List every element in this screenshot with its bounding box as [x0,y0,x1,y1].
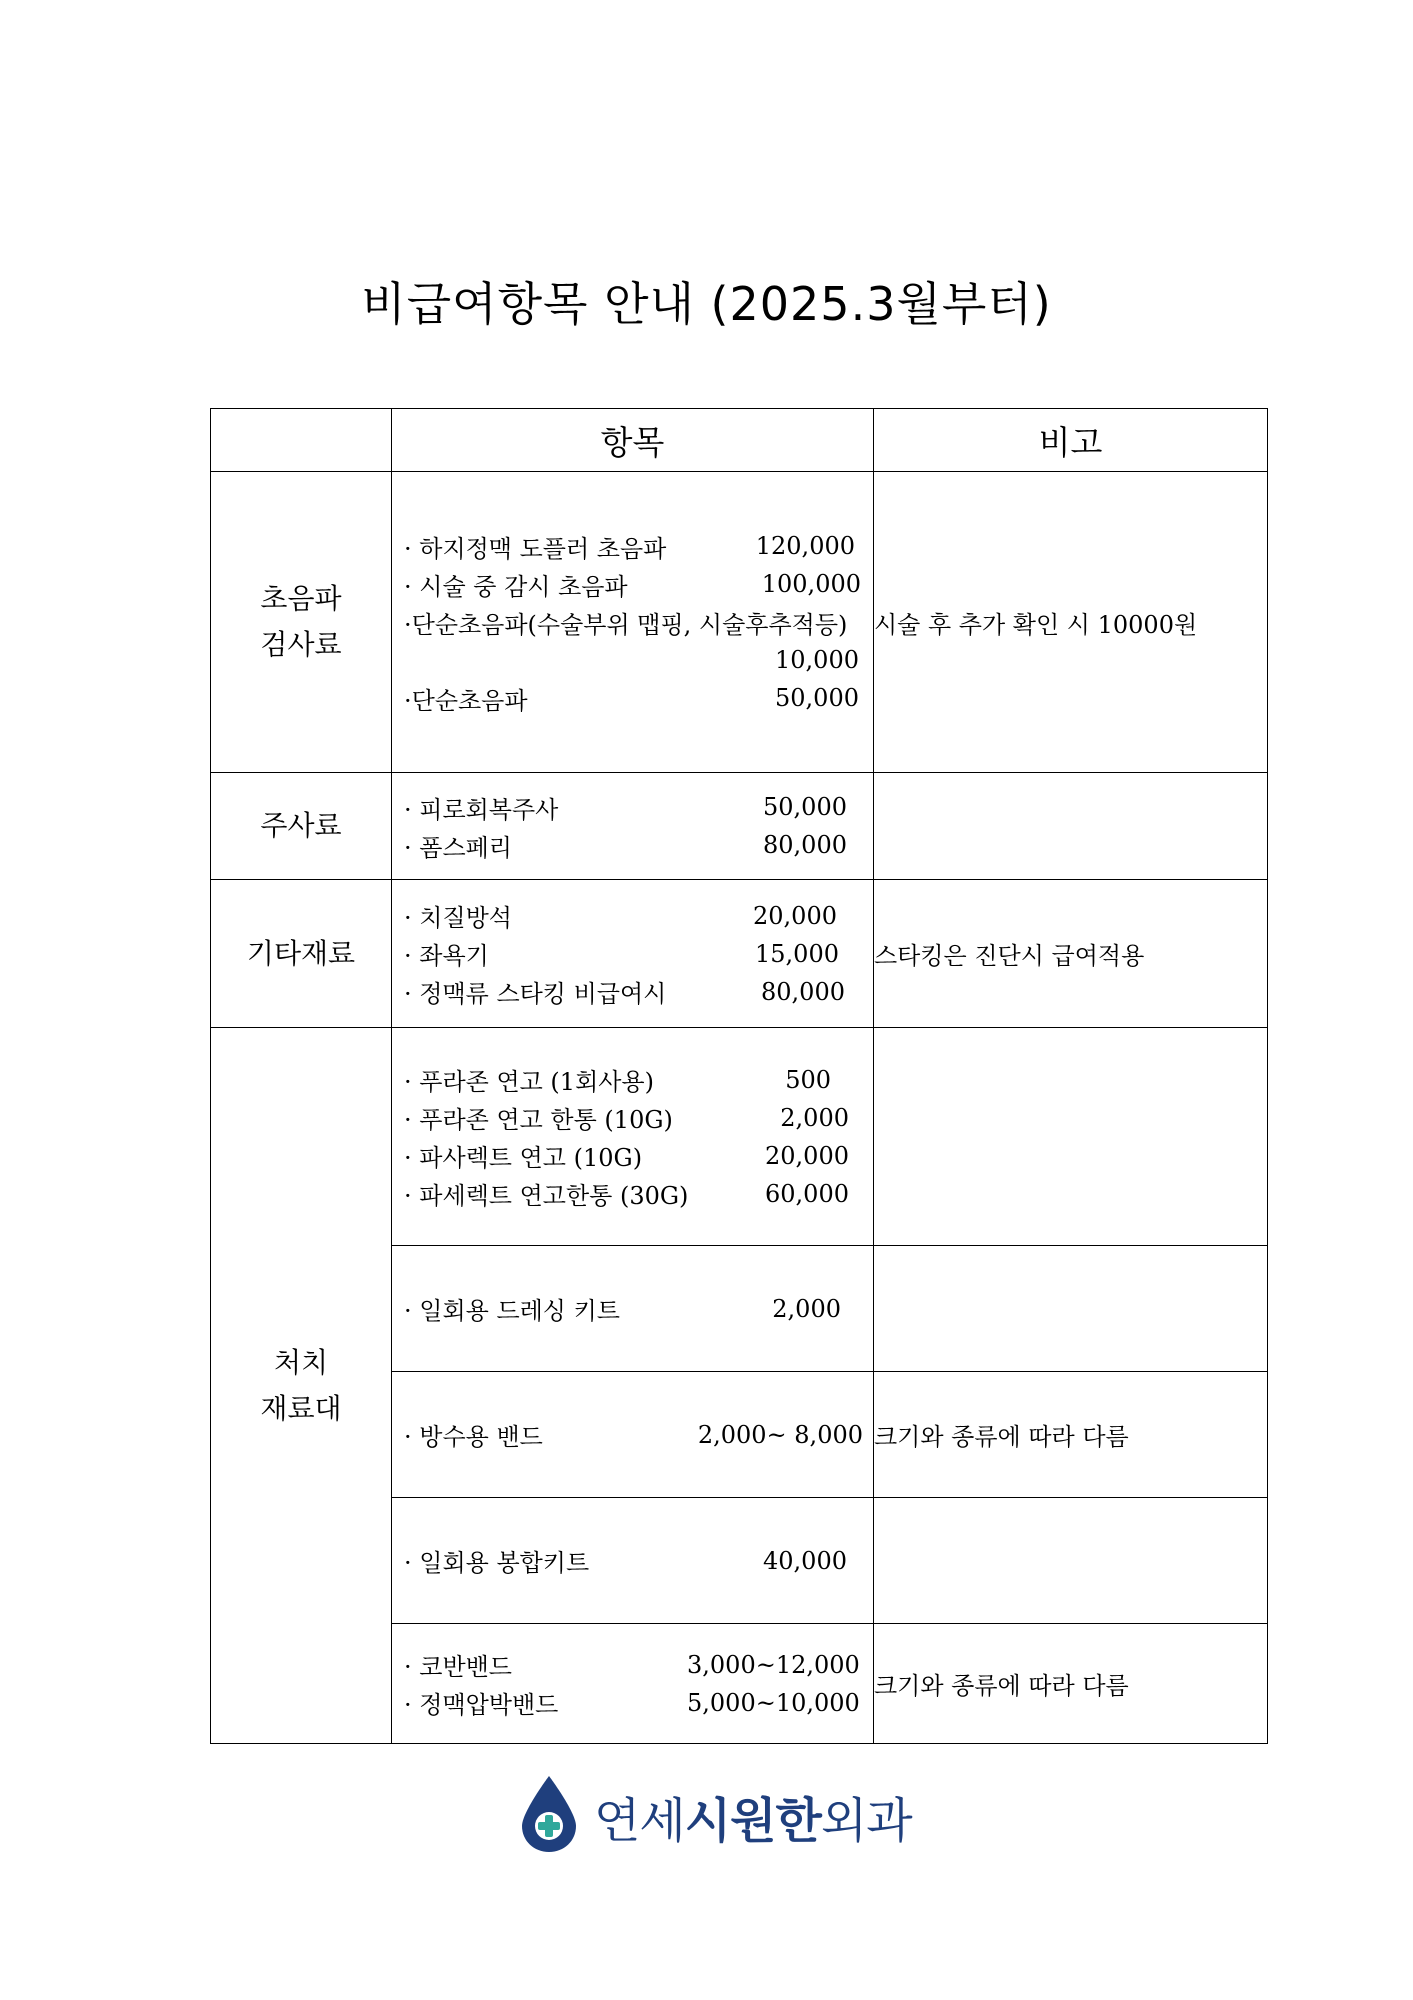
clinic-name: 연세시원한외과 [594,1792,912,1849]
table-row-other-materials [211,880,1268,1028]
fee-table [210,408,1268,1744]
items-treatment-4 [392,1498,874,1624]
table-header-row [211,409,1268,472]
list-item: · 파세렉트 연고한통 (30G) 60,000 [404,1179,849,1210]
list-item: · 정맥류 스타킹 비급여시 80,000 [404,977,845,1008]
note-treatment-1 [874,1028,1268,1246]
category-other-materials: 기타재료 [211,880,392,1028]
water-drop-icon [518,1774,580,1858]
note-injection [874,773,1268,880]
note-ultrasound: 시술 후 추가 확인 시 10000원 [874,472,1268,773]
items-treatment-3 [392,1372,874,1498]
items-injection [392,773,874,880]
note-treatment-5: 크기와 종류에 따라 다름 [874,1624,1268,1744]
items-treatment-5 [392,1624,874,1744]
table-row-ultrasound [211,472,1268,773]
list-item: · 피로회복주사 50,000 [404,793,847,824]
list-item: · 시술 중 감시 초음파 100,000 [404,570,861,601]
list-item: ·단순초음파 50,000 [404,684,859,715]
list-item: ·단순초음파(수술부위 맵핑, 시술후추적등) [404,610,848,639]
note-treatment-4 [874,1498,1268,1624]
category-treatment: 처치 재료대 [211,1028,392,1744]
list-item: · 방수용 밴드 2,000~ 8,000 [404,1420,863,1451]
list-item: · 치질방석 20,000 [404,901,837,932]
list-item: · 하지정맥 도플러 초음파 120,000 [404,532,855,563]
list-item: 10,000 [775,646,859,674]
items-other-materials [392,880,874,1028]
list-item: · 좌욕기 15,000 [404,939,839,970]
category-ultrasound: 초음파 검사료 [211,472,392,773]
header-item: 항목 [392,409,874,472]
note-treatment-2 [874,1246,1268,1372]
page-title: 비급여항목 안내 (2025.3월부터) [361,277,1052,331]
table-row-treatment-1 [211,1028,1268,1246]
clinic-logo [518,1776,912,1856]
items-ultrasound [392,472,874,773]
note-treatment-3: 크기와 종류에 따라 다름 [874,1372,1268,1498]
note-other-materials: 스타킹은 진단시 급여적용 [874,880,1268,1028]
list-item: · 일회용 봉합키트 40,000 [404,1546,847,1577]
items-treatment-2 [392,1246,874,1372]
table-row-injection [211,773,1268,880]
list-item: · 파사렉트 연고 (10G) 20,000 [404,1141,849,1172]
list-item: · 푸라존 연고 한통 (10G) 2,000 [404,1103,849,1134]
header-note: 비고 [874,409,1268,472]
category-injection: 주사료 [211,773,392,880]
header-category [211,409,392,472]
list-item: · 정맥압박밴드 5,000~10,000 [404,1688,860,1719]
list-item: · 일회용 드레싱 키트 2,000 [404,1294,841,1325]
list-item: · 푸라존 연고 (1회사용) 500 [404,1065,831,1096]
list-item: · 폼스페리 80,000 [404,831,847,862]
items-treatment-1 [392,1028,874,1246]
list-item: · 코반밴드 3,000~12,000 [404,1650,860,1681]
